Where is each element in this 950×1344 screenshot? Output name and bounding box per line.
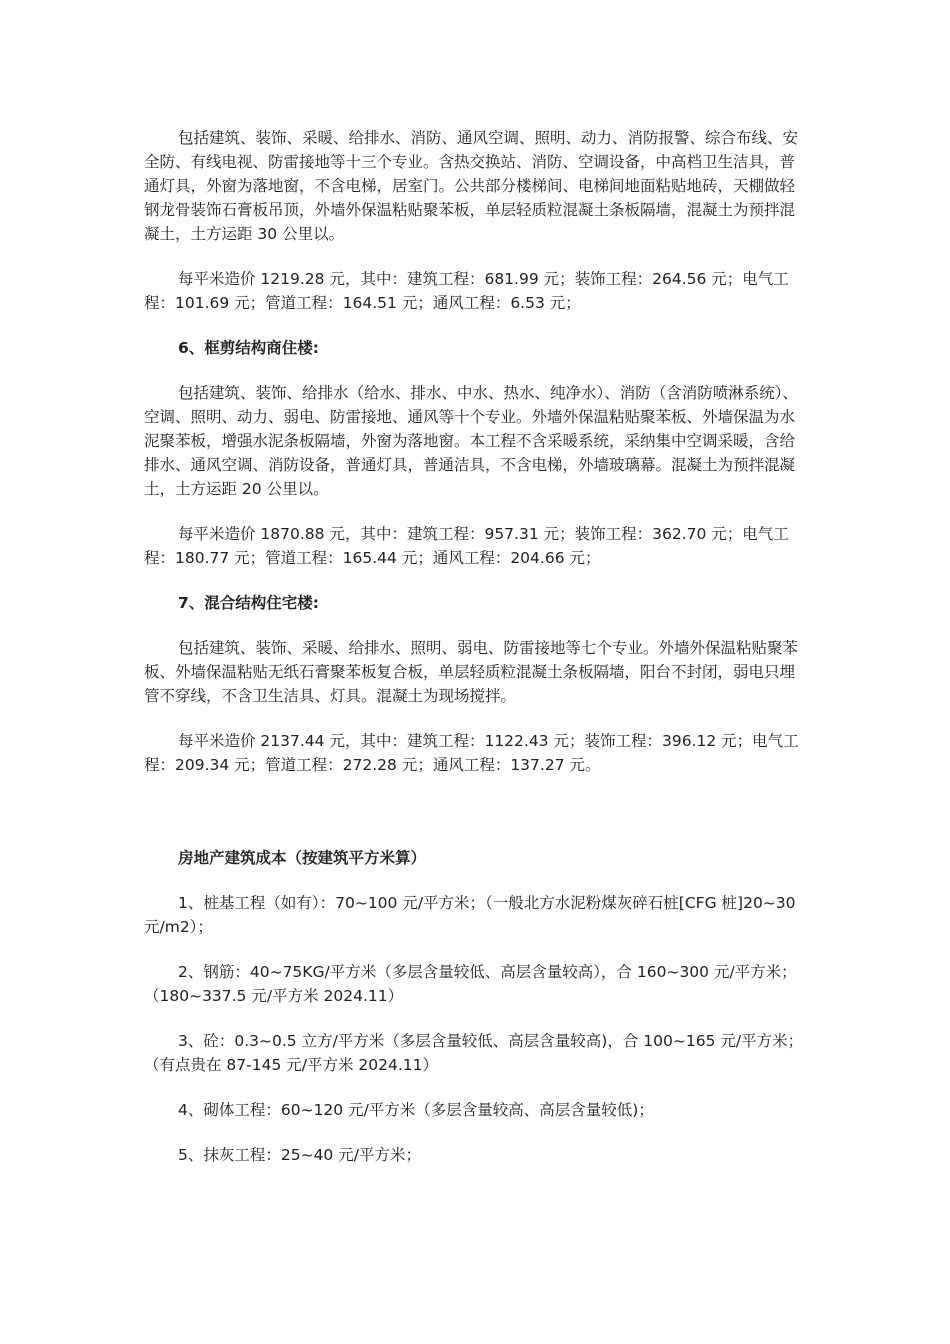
document-body: [144, 126, 808, 1188]
section7-description: 包括建筑、装饰、采暖、给排水、照明、弱电、防雷接地等七个专业。外墙外保温粘贴聚苯板、外墙保温粘贴无纸石膏聚苯板复合板，单层轻质粒混凝土条板隔墙，阳台不封闭，弱电只埋管不穿线，不含卫生洁具、灯具。混凝土为现场搅拌。: [144, 639, 799, 705]
real-estate-item-3: 3、砼：0.3~0.5 立方/平方米（多层含量较低、高层含量较高)，合 100~165 元/平方米；（有点贵在 87-145 元/平方米 2024.11）: [144, 1032, 804, 1074]
section6-cost: 每平米造价 1870.88 元，其中：建筑工程：957.31 元；装饰工程：362.70 元；电气工程：180.77 元；管道工程：165.44 元；通风工程：204.66 元；: [144, 525, 789, 567]
section1-cost: 每平米造价 1219.28 元，其中：建筑工程：681.99 元；装饰工程：264.56 元；电气工程：101.69 元；管道工程：164.51 元；通风工程：6.53 元；: [144, 270, 789, 312]
section7-heading: 7、混合结构住宅楼:: [178, 594, 319, 612]
section6-description: 包括建筑、装饰、给排水（给水、排水、中水、热水、纯净水）、消防（含消防喷淋系统）、空调、照明、动力、弱电、防雷接地、通风等十个专业。外墙外保温粘贴聚苯板、外墙保温为水泥聚苯板，增强水泥条板隔墙，外窗为落地窗。本工程不含采暖系统，采纳集中空调采暖，含给排水、通风空调、消防设备，普通灯具，普通洁具，不含电梯，外墙玻璃幕。混凝土为预拌混凝土，土方运距 20 公里以。: [144, 384, 799, 498]
real-estate-item-4: 4、砌体工程：60~120 元/平方米（多层含量较高、高层含量较低)；: [178, 1101, 654, 1119]
real-estate-item-2: 2、钢筋：40~75KG/平方米（多层含量较低、高层含量较高），合 160~300 元/平方米；（180~337.5 元/平方米 2024.11）: [144, 963, 797, 1005]
section-spacer: [144, 798, 808, 846]
real-estate-item-1: 1、桩基工程（如有）：70~100 元/平方米；（一般北方水泥粉煤灰碎石桩[CFG 桩]20~30 元/m2）；: [144, 894, 796, 936]
real-estate-item-5: 5、抹灰工程：25~40 元/平方米；: [178, 1146, 421, 1164]
real-estate-heading: 房地产建筑成本（按建筑平方米算）: [178, 849, 427, 867]
section6-heading: 6、框剪结构商住楼:: [178, 339, 319, 357]
section7-cost: 每平米造价 2137.44 元，其中：建筑工程：1122.43 元；装饰工程：396.12 元；电气工程：209.34 元；管道工程：272.28 元；通风工程：137.27 元。: [144, 732, 799, 774]
section1-description: 包括建筑、装饰、采暖、给排水、消防、通风空调、照明、动力、消防报警、综合布线、安全防、有线电视、防雷接地等十三个专业。含热交换站、消防、空调设备，中高档卫生洁具，普通灯具，外窗为落地窗，不含电梯，居室门。公共部分楼梯间、电梯间地面粘贴地砖，天棚做轻钢龙骨装饰石膏板吊顶，外墙外保温粘贴聚苯板，单层轻质粒混凝土条板隔墙，混凝土为预拌混凝土，土方运距 30 公里以。: [144, 129, 799, 243]
